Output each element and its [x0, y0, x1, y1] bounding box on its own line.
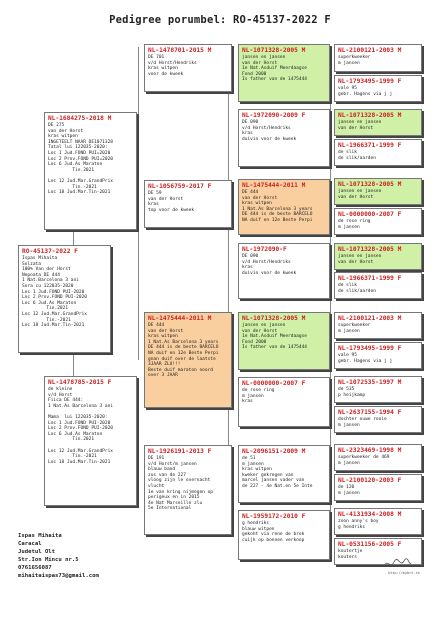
ring-number: NL-2323469-1998 M — [338, 447, 402, 454]
pedigree-info-line: vale 95 — [338, 86, 357, 91]
ring-number: NL-1071328-2005 M — [242, 315, 306, 322]
pedigree-info-line: v/d Horst/m jansen — [148, 461, 197, 467]
pedigree-info-line: DE 444 — [148, 323, 165, 328]
ring-number: NL-1071328-2005 M — [242, 47, 306, 54]
ring-number: NL-1972090-2009 F — [242, 112, 306, 119]
pedigree-info-line: van der Horst — [242, 60, 278, 66]
pedigree-info-line: gekoht via rene de brok — [242, 532, 305, 538]
pedigree-info-line: superkweeker de 469 — [338, 455, 390, 460]
pedigree-card-g5-12[interactable] — [334, 406, 422, 433]
pedigree-info-line: kras witpen — [148, 334, 178, 340]
pedigree-info-line: kras — [242, 131, 253, 137]
pedigree-info-line: gebr. Hagens via j j — [338, 358, 393, 364]
pedigree-info-line: DE 444 — [242, 190, 259, 195]
pedigree-info-line: Loc 18 Jud.Mar.Tin-2021 — [22, 323, 85, 329]
pedigree-info-line: 100% Van der Horst — [22, 267, 71, 273]
ring-number: NL-1972090-F — [242, 246, 287, 253]
ring-number: NL-2100121-2003 M — [338, 315, 402, 322]
pedigree-card-ggdam-1[interactable] — [238, 109, 330, 167]
ring-number: NL-2096151-2009 M — [242, 448, 306, 455]
pedigree-info-line: van der Horst — [242, 328, 278, 334]
pedigree-info-line: Tatal lui 122035-2020: — [48, 145, 108, 151]
pedigree-card-g5-4[interactable] — [334, 139, 422, 166]
pedigree-info-line: Loc 6 Jud.As Maraton — [22, 300, 77, 306]
pedigree-card-g5-10[interactable] — [334, 342, 422, 369]
pedigree-info-line: zus van de 227 — [148, 472, 186, 478]
pedigree-info-line: Fond 2008 — [242, 339, 267, 345]
pedigree-info-line: Loc 2 Prov.FOND PUI-2020 — [22, 295, 88, 301]
ring-number: NL-4131934-2008 M — [338, 511, 402, 518]
signature-scribble — [382, 556, 412, 572]
pedigree-info-line: de slik — [338, 150, 357, 155]
pedigree-info-line: Tin.2021 — [22, 306, 69, 312]
pedigree-info-line: Beste duif maraton noord — [148, 367, 214, 373]
pedigree-info-line: van der Horst — [338, 259, 374, 265]
pedigree-info-line: zoon anny's boy — [338, 519, 379, 524]
pedigree-info-line: m jansen — [338, 60, 360, 66]
pedigree-info-line: van der Horst — [148, 328, 184, 334]
pedigree-info-line: Fiica DE 444: — [48, 398, 84, 404]
ring-number: NL-1475444-2011 M — [242, 182, 306, 189]
ring-number: NL-1071328-2005 M — [338, 181, 402, 188]
pedigree-info-line: Loc 1 Jud.FOND PUI-2020 — [48, 420, 111, 426]
owner-line: 0761656087 — [18, 565, 52, 571]
pedigree-info-line: DE 444 is de beste BARCELO — [148, 345, 219, 351]
pedigree-info-line: kras — [148, 202, 159, 208]
pedigree-card-g5-11[interactable] — [334, 376, 422, 403]
pedigree-info-line: Loc 1 Jud.FOND PUI-2020 — [22, 289, 85, 295]
pedigree-info-line: kouters — [338, 554, 357, 560]
pedigree-info-line: duivin voor de kweek — [242, 270, 297, 276]
pedigree-info-line: blauw witpen — [242, 526, 275, 532]
pedigree-info-line: DE 701 — [148, 55, 165, 60]
pedigree-card-g5-14[interactable] — [334, 474, 422, 501]
pedigree-card-granddam-1[interactable] — [144, 180, 232, 228]
pedigree-info-line: van der Horst — [148, 196, 184, 202]
pedigree-info-line: de rose ring — [338, 219, 371, 224]
pedigree-card-g5-1[interactable] — [334, 44, 422, 72]
pedigree-info-line: voor de kweek — [148, 71, 184, 77]
pedigree-info-line: 1 Nat.As Barcelona 3 ani — [48, 403, 114, 409]
pedigree-info-line: 1 Nat.Barcelona 3 ani — [22, 278, 79, 284]
pedigree-info-line: Loc 2 Prov.FOND PUI-2020 — [48, 426, 114, 432]
ring-number: NL-1793495-1999 F — [338, 345, 402, 352]
pedigree-card-ggdam-4[interactable] — [238, 510, 330, 560]
pedigree-info-line: gebr. Hagens via j j — [338, 91, 393, 97]
ring-number: NL-1926191-2013 F — [148, 448, 212, 455]
ring-number: NL-1684275-2018 M — [48, 115, 112, 122]
pedigree-card-g5-3[interactable] — [334, 109, 422, 136]
pedigree-info-line: Fond 2008 — [242, 71, 267, 77]
pedigree-info-line: Loc 12 Jud.Mar.GrandPrix — [48, 178, 114, 184]
ring-number: NL-0531156-2005 F — [338, 541, 402, 548]
pedigree-info-line: van der Horst — [242, 195, 278, 201]
pedigree-info-line: Tin.2021 — [48, 167, 95, 173]
ring-number: NL-1071328-2005 M — [338, 112, 402, 119]
pedigree-info-line: marcel jansen vader van — [242, 478, 305, 484]
pedigree-info-line: de 535 — [338, 387, 355, 392]
ring-number: NL-1056759-2017 F — [148, 183, 212, 190]
pedigree-info-line: v/d Horst — [48, 392, 73, 398]
pedigree-card-ggsire-2[interactable] — [238, 179, 330, 235]
pedigree-card-g5-15[interactable] — [334, 508, 422, 535]
pedigree-card-g5-7[interactable] — [334, 243, 422, 270]
pedigree-card-g5-5[interactable] — [334, 178, 422, 205]
owner-contact — [18, 532, 99, 580]
pedigree-info-line: kras — [242, 399, 253, 405]
pedigree-info-line: Is father van de 1475444 — [242, 77, 308, 83]
pedigree-info-line: kras witpen — [242, 467, 272, 473]
pedigree-info-line: dochter ouwe rooie — [338, 417, 387, 422]
ring-number: NL-1959172-2010 F — [242, 513, 306, 520]
ring-number: NL-1071328-2005 M — [338, 246, 402, 253]
ring-number: NL-1966371-1999 F — [338, 142, 402, 149]
pedigree-info-line: Solzata — [22, 261, 41, 267]
pedigree-info-line: 1e Nat.Asduif Meerdaagse — [242, 66, 308, 72]
pedigree-info-line: 1e Nat.Asduif Meerdaagse — [242, 334, 308, 340]
pedigree-info-line: jansen en jansen — [338, 120, 382, 125]
owner-line: Caracal — [18, 541, 42, 547]
pedigree-info-line: Tin.-2021 — [22, 317, 71, 323]
pedigree-info-line: m jansen — [338, 328, 360, 334]
pedigree-card-dam[interactable] — [44, 376, 137, 506]
pedigree-info-line: Loc 18 Jud.Mar.Tin-2021 — [48, 459, 111, 465]
pedigree-card-grandsire-2[interactable] — [144, 312, 232, 408]
pedigree-info-line: Ispas Mihaita — [22, 256, 58, 261]
pedigree-info-line: DE 090 — [242, 120, 259, 125]
pedigree-info-line: 1 Nat.As Barcelona 3 years — [148, 339, 219, 345]
pedigree-info-line: van der Horst — [338, 194, 374, 200]
pedigree-info-line: kras witpen — [148, 66, 178, 72]
pedigree-info-line: Loc 2 Prov.FOND PUI=2020 — [48, 156, 114, 162]
pedigree-info-line: Tin.-2021 — [48, 184, 97, 190]
pedigree-info-line: de 120 — [338, 485, 355, 490]
pedigree-info-line: de slik/aarden — [338, 288, 376, 294]
owner-line: mihaitaispas73@gmail.com — [18, 573, 99, 579]
pedigree-info-line: Tin.2021 — [48, 437, 95, 443]
ring-number: NL-1793495-1999 F — [338, 78, 402, 85]
pedigree-info-line: m jansen — [242, 461, 264, 467]
pedigree-info-line: van der Horst — [338, 125, 374, 131]
pedigree-info-line: Loc 12 Jud.Mar.GrandPrix — [22, 311, 88, 317]
ring-number: NL-0000000-2007 F — [338, 211, 402, 218]
pedigree-info-line: 1e van kring nijmegen op — [148, 489, 214, 495]
pedigree-info-line: m jansen — [338, 422, 360, 428]
pedigree-info-line: m jansen — [338, 460, 360, 466]
ring-number: NL-2100121-2003 M — [338, 47, 402, 54]
pedigree-info-line: superkweeker — [338, 323, 371, 328]
ring-number: NL-0000000-2007 F — [242, 380, 306, 387]
ring-number: NL-1478701-2015 M — [148, 47, 212, 54]
pedigree-info-line: kras witpen — [242, 201, 272, 207]
pedigree-info-line: v/d Horst/Hendriks — [148, 60, 197, 66]
pedigree-info-line: 1 Nat.As Barcelona 3 years — [242, 206, 313, 212]
pedigree-card-g5-2[interactable] — [334, 75, 422, 102]
pedigree-info-line: g hendriks — [242, 521, 270, 526]
pedigree-info-line: m jansen — [242, 393, 264, 399]
pedigree-info-line: vloog zijn le overnacht — [148, 478, 211, 484]
pedigree-info-line: 5e International — [148, 506, 192, 512]
pedigree-info-line: m jansen — [338, 224, 360, 230]
pedigree-info-line: over 3 JAAR — [148, 373, 178, 379]
pedigree-info-line: INGETEELT NAAR DE1071328 — [48, 139, 114, 145]
pedigree-card-ggsire-1[interactable] — [238, 44, 330, 102]
pedigree-info-line: m jansen — [338, 490, 360, 496]
pedigree-info-line: de 227 - 4e Nat.en 5e Inte — [242, 483, 313, 489]
pedigree-info-line: DE 275 — [48, 123, 65, 128]
pedigree-info-line: Loc 6 Jud.As Maraton — [48, 162, 103, 168]
pedigree-info-line: Loc 12 Jud.Mar.GrandPrix — [48, 448, 114, 454]
ring-number: NL-1475444-2011 M — [148, 315, 212, 322]
pedigree-info-line: 3JAAR ZLU!!! — [148, 362, 181, 368]
pedigree-info-line: NA duif en 12e Beste Perpi — [242, 217, 313, 223]
ring-number: NL-2100120-2003 F — [338, 477, 402, 484]
pedigree-info-line: de slik — [338, 283, 357, 288]
pedigree-info-line: kras — [242, 265, 253, 271]
pedigree-info-line: duivin voor de kweek — [242, 136, 297, 142]
pedigree-card-sire[interactable] — [44, 112, 137, 230]
pedigree-card-g5-13[interactable] — [334, 444, 422, 471]
pedigree-info-line: DE 59 — [148, 191, 162, 196]
pedigree-info-line: p heijkamp — [338, 392, 366, 398]
pedigree-card-g5-8[interactable] — [334, 272, 422, 299]
pedigree-info-line: Nepoata DE 444 — [22, 272, 60, 278]
pedigree-info-line: jansen en jansen — [242, 55, 286, 60]
ring-number: NL-1966371-1999 F — [338, 275, 402, 282]
signature-url: http://mybrt.ro — [388, 571, 420, 575]
pedigree-info-line: v/d Horst/Hendriks — [242, 259, 291, 265]
pedigree-info-line: de 51 — [242, 456, 256, 461]
pedigree-info-line: de slik/aarden — [338, 155, 376, 161]
pedigree-info-line: perigeux en in 2015 — [148, 495, 200, 501]
pedigree-info-line: blauw band — [148, 467, 176, 473]
pedigree-info-line: de rose ring — [242, 388, 275, 393]
pedigree-info-line: top voor de kweek — [148, 207, 195, 213]
pedigree-info-line: DE 090 — [242, 254, 259, 259]
pedigree-info-line: Loc 18 Jud.Mar.Tin-2021 — [48, 190, 111, 196]
pedigree-info-line: jansen en jansen — [338, 189, 382, 194]
pedigree-card-g5-9[interactable] — [334, 312, 422, 339]
pedigree-info-line: Mama lui 122035-2020: — [48, 414, 108, 420]
owner-line: Ispas Mihaita — [18, 533, 62, 539]
pedigree-info-line: Sora cu 122035-2020 — [22, 283, 74, 289]
ring-number: NL-1072535-1997 M — [338, 379, 402, 386]
pedigree-info-line: jansen en jansen — [338, 254, 382, 259]
pedigree-card-ggsire-3[interactable] — [238, 312, 330, 370]
pedigree-info-line: cuijk op bonnen verkoop — [242, 537, 305, 543]
pedigree-info-line: vlucht — [148, 483, 165, 489]
ring-number: RO-45137-2022 F — [22, 248, 78, 255]
pedigree-info-line: jansen en jansen — [242, 323, 286, 328]
ring-number: NL-1478785-2015 F — [48, 379, 112, 386]
owner-line: Str.Ion Mincu nr.5 — [18, 557, 79, 563]
pedigree-info-line: DE 191 — [148, 456, 165, 461]
owner-line: Judetul Olt — [18, 549, 56, 555]
pedigree-card-subject[interactable] — [18, 245, 111, 353]
pedigree-info-line: gnan duif over de laatste — [148, 356, 216, 362]
ring-number: NL-2637155-1994 F — [338, 409, 402, 416]
pedigree-info-line: Loc 6 Jud.As Maraton — [48, 431, 103, 437]
pedigree-info-line: vale 95 — [338, 353, 357, 358]
pedigree-card-granddam-2[interactable] — [144, 445, 232, 535]
pedigree-info-line: DE 444 is de beste BARCELO — [242, 212, 313, 218]
pedigree-info-line: Loc 1 Jud.FOND PUI=2020 — [48, 150, 111, 156]
pedigree-card-ggsire-4[interactable] — [238, 445, 330, 503]
pedigree-info-line: NA duif en 12e Beste Perpi — [148, 350, 219, 356]
pedigree-info-line: Tin.-2021 — [48, 454, 97, 460]
pedigree-card-g5-6[interactable] — [334, 208, 422, 235]
pedigree-info-line: g hendriks — [338, 524, 366, 530]
pedigree-info-line: koutertje — [338, 549, 363, 554]
page-title: Pedigree porumbel: RO-45137-2022 F — [109, 14, 331, 26]
pedigree-card-grandsire-1[interactable] — [144, 44, 232, 92]
pedigree-info-line: de kleine — [48, 387, 73, 392]
pedigree-info-line: superkweeker — [338, 55, 371, 60]
pedigree-info-line: van der Horst — [48, 128, 84, 134]
pedigree-card-ggdam-3[interactable] — [238, 377, 330, 427]
pedigree-info-line: Is father van de 1475444 — [242, 345, 308, 351]
pedigree-card-ggdam-2[interactable] — [238, 243, 330, 299]
pedigree-info-line: v/d Horst/Hendriks — [242, 125, 291, 131]
pedigree-info-line: kras witpen — [48, 134, 78, 140]
pedigree-info-line: kweker gekregen van — [242, 472, 294, 478]
pedigree-info-line: 4e Nat Marseille zlu — [148, 500, 203, 506]
